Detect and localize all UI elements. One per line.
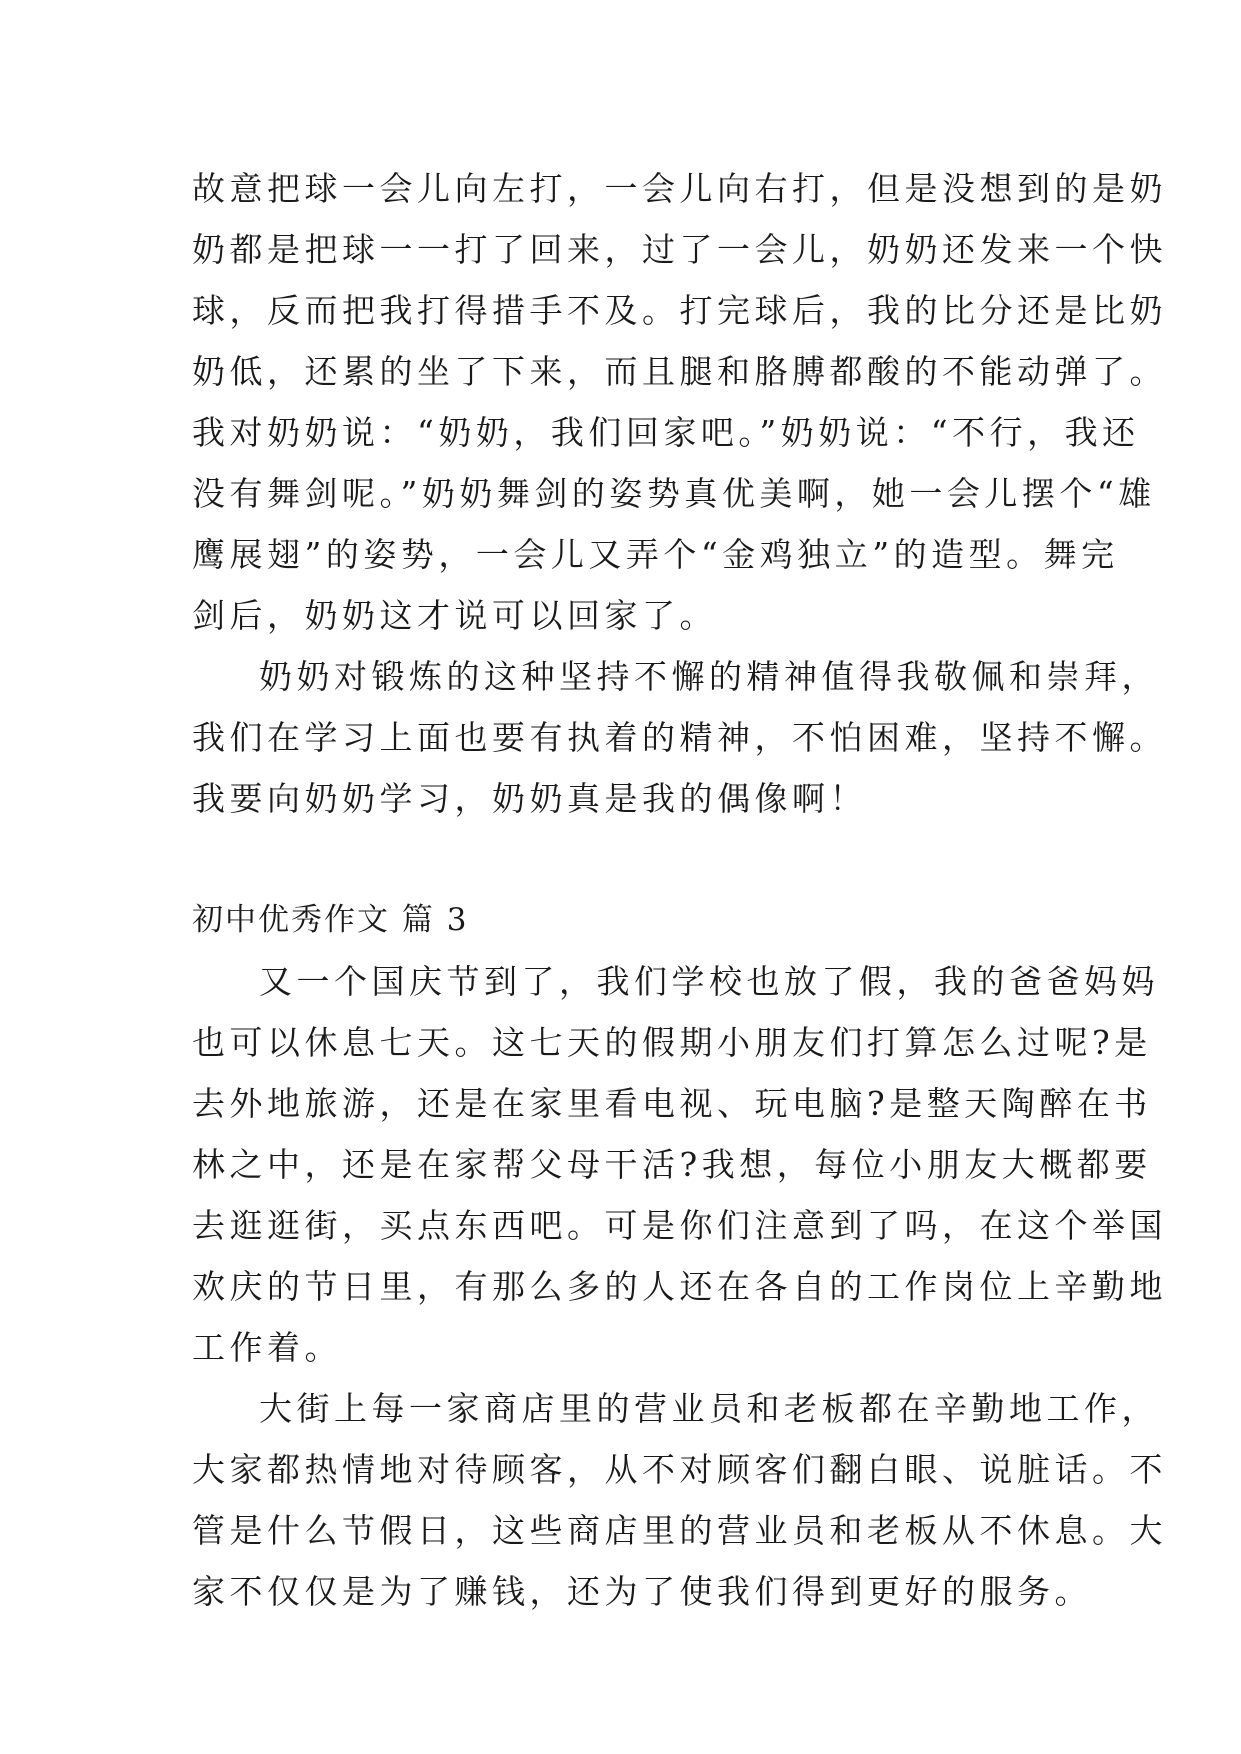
text-line: 我们在学习上面也要有执着的精神，不怕困难，坚持不懈。 xyxy=(192,718,1167,757)
text-line: 没有舞剑呢。”奶奶舞剑的姿势真优美啊，她一会儿摆个“雄 xyxy=(192,474,1156,513)
text-line: 去逛逛街，买点东西吧。可是你们注意到了吗，在这个举国 xyxy=(192,1206,1167,1245)
text-line: 家不仅仅是为了赚钱，还为了使我们得到更好的服务。 xyxy=(192,1572,1092,1611)
text-line: 奶都是把球一一打了回来，过了一会儿，奶奶还发来一个快 xyxy=(192,230,1167,269)
text-line: 管是什么节假日，这些商店里的营业员和老板从不休息。大 xyxy=(192,1511,1167,1550)
text-line: 我对奶奶说：“奶奶，我们回家吧。”奶奶说：“不行，我还 xyxy=(192,413,1140,452)
section-gap xyxy=(192,829,1072,890)
text-line: 欢庆的节日里，有那么多的人还在各自的工作岗位上辛勤地 xyxy=(192,1267,1167,1306)
text-line: 也可以休息七天。这七天的假期小朋友们打算怎么过呢?是 xyxy=(192,1023,1152,1062)
text-line: 大街上每一家商店里的营业员和老板都在辛勤地工作， xyxy=(259,1389,1159,1428)
paragraph-4 xyxy=(192,1378,1167,1622)
text-line: 球，反而把我打得措手不及。打完球后，我的比分还是比奶 xyxy=(192,291,1167,330)
text-line: 故意把球一会儿向左打，一会儿向右打，但是没想到的是奶 xyxy=(192,169,1167,208)
text-line: 我要向奶奶学习，奶奶真是我的偶像啊！ xyxy=(192,779,867,818)
text-line: 剑后，奶奶这才说可以回家了。 xyxy=(192,596,717,635)
text-line: 又一个国庆节到了，我们学校也放了假，我的爸爸妈妈 xyxy=(259,962,1159,1001)
document-page xyxy=(192,158,1167,1622)
text-line: 林之中，还是在家帮父母干活?我想，每位小朋友大概都要 xyxy=(192,1145,1152,1184)
text-line: 奶奶对锻炼的这种坚持不懈的精神值得我敬佩和崇拜， xyxy=(259,657,1159,696)
text-line: 鹰展翅”的姿势，一会儿又弄个“金鸡独立”的造型。舞完 xyxy=(192,535,1119,574)
paragraph-1 xyxy=(192,158,1167,646)
text-line: 去外地旅游，还是在家里看电视、玩电脑?是整天陶醉在书 xyxy=(192,1084,1152,1123)
paragraph-3 xyxy=(192,951,1167,1378)
text-line: 奶低，还累的坐了下来，而且腿和胳膊都酸的不能动弹了。 xyxy=(192,352,1167,391)
text-line: 大家都热情地对待顾客，从不对顾客们翻白眼、说脏话。不 xyxy=(192,1450,1167,1489)
text-line: 工作着。 xyxy=(192,1328,342,1367)
section-heading: 初中优秀作文 篇 3 xyxy=(192,902,469,938)
paragraph-2 xyxy=(192,646,1167,829)
